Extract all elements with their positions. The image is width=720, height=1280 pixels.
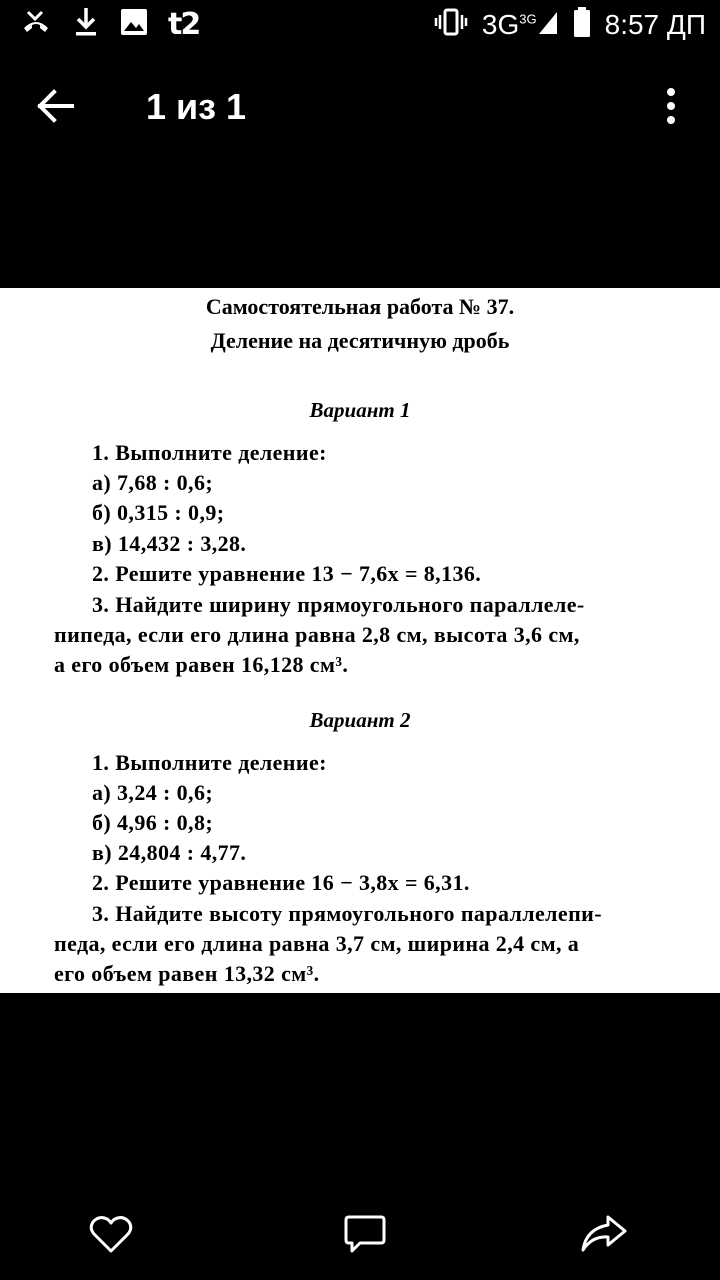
battery-icon <box>573 6 591 43</box>
back-arrow-icon <box>30 82 78 130</box>
signal-icon <box>537 8 559 41</box>
image-icon <box>120 8 148 41</box>
back-button[interactable] <box>30 82 78 130</box>
document-heading: Самостоятельная работа № 37. <box>205 294 515 319</box>
task-line: 2. Решите уравнение 13 − 7,6x = 8,136. <box>92 561 482 586</box>
bottom-action-bar <box>0 1195 720 1275</box>
share-icon <box>580 1213 628 1255</box>
task-line: 1. Выполните деление: <box>92 440 327 465</box>
variant-title: Вариант 1 <box>309 398 411 422</box>
task-line: пипеда, если его длина равна 2,8 см, высота 3,6 см, <box>54 622 580 647</box>
clock: 8:57 ДП <box>604 8 706 40</box>
document-subheading: Деление на десятичную дробь <box>210 328 510 353</box>
heart-icon <box>88 1213 134 1255</box>
task-line: в) 24,804 : 4,77. <box>92 840 247 865</box>
comment-icon <box>342 1213 388 1255</box>
task-line: б) 0,315 : 0,9; <box>92 500 225 525</box>
task-line: в) 14,432 : 3,28. <box>92 531 247 556</box>
network-type: $3G^{3G}$ <box>481 8 537 40</box>
variant-title: Вариант 2 <box>309 708 411 732</box>
task-line: 1. Выполните деление: <box>92 750 327 775</box>
toolbar <box>0 60 720 155</box>
task-line: б) 4,96 : 0,8; <box>92 810 214 835</box>
carrier-logo: t2 <box>168 7 200 42</box>
status-bar <box>0 0 720 50</box>
like-button[interactable] <box>88 1213 134 1255</box>
share-button[interactable] <box>580 1213 626 1255</box>
task-line: а) 7,68 : 0,6; <box>92 470 214 495</box>
more-vertical-icon <box>656 82 686 130</box>
task-line: 2. Решите уравнение 16 − 3,8x = 6,31. <box>92 870 470 895</box>
vibrate-icon <box>434 7 468 42</box>
more-options-button[interactable] <box>656 82 686 130</box>
missed-call-icon <box>20 6 52 43</box>
download-icon <box>72 6 100 43</box>
page-counter-title: 1 из 1 <box>146 86 247 127</box>
task-line: педа, если его длина равна 3,7 см, ширина 2,4 см, а <box>54 931 580 956</box>
task-line: его объем равен 13,32 см³. <box>54 961 320 986</box>
document-image[interactable] <box>0 288 720 993</box>
task-line: а его объем равен 16,128 см³. <box>54 652 349 677</box>
task-line: а) 3,24 : 0,6; <box>92 780 214 805</box>
task-line: 3. Найдите высоту прямоугольного параллелепи- <box>92 901 602 926</box>
task-line: 3. Найдите ширину прямоугольного параллеле- <box>92 592 585 617</box>
comment-button[interactable] <box>342 1213 388 1255</box>
